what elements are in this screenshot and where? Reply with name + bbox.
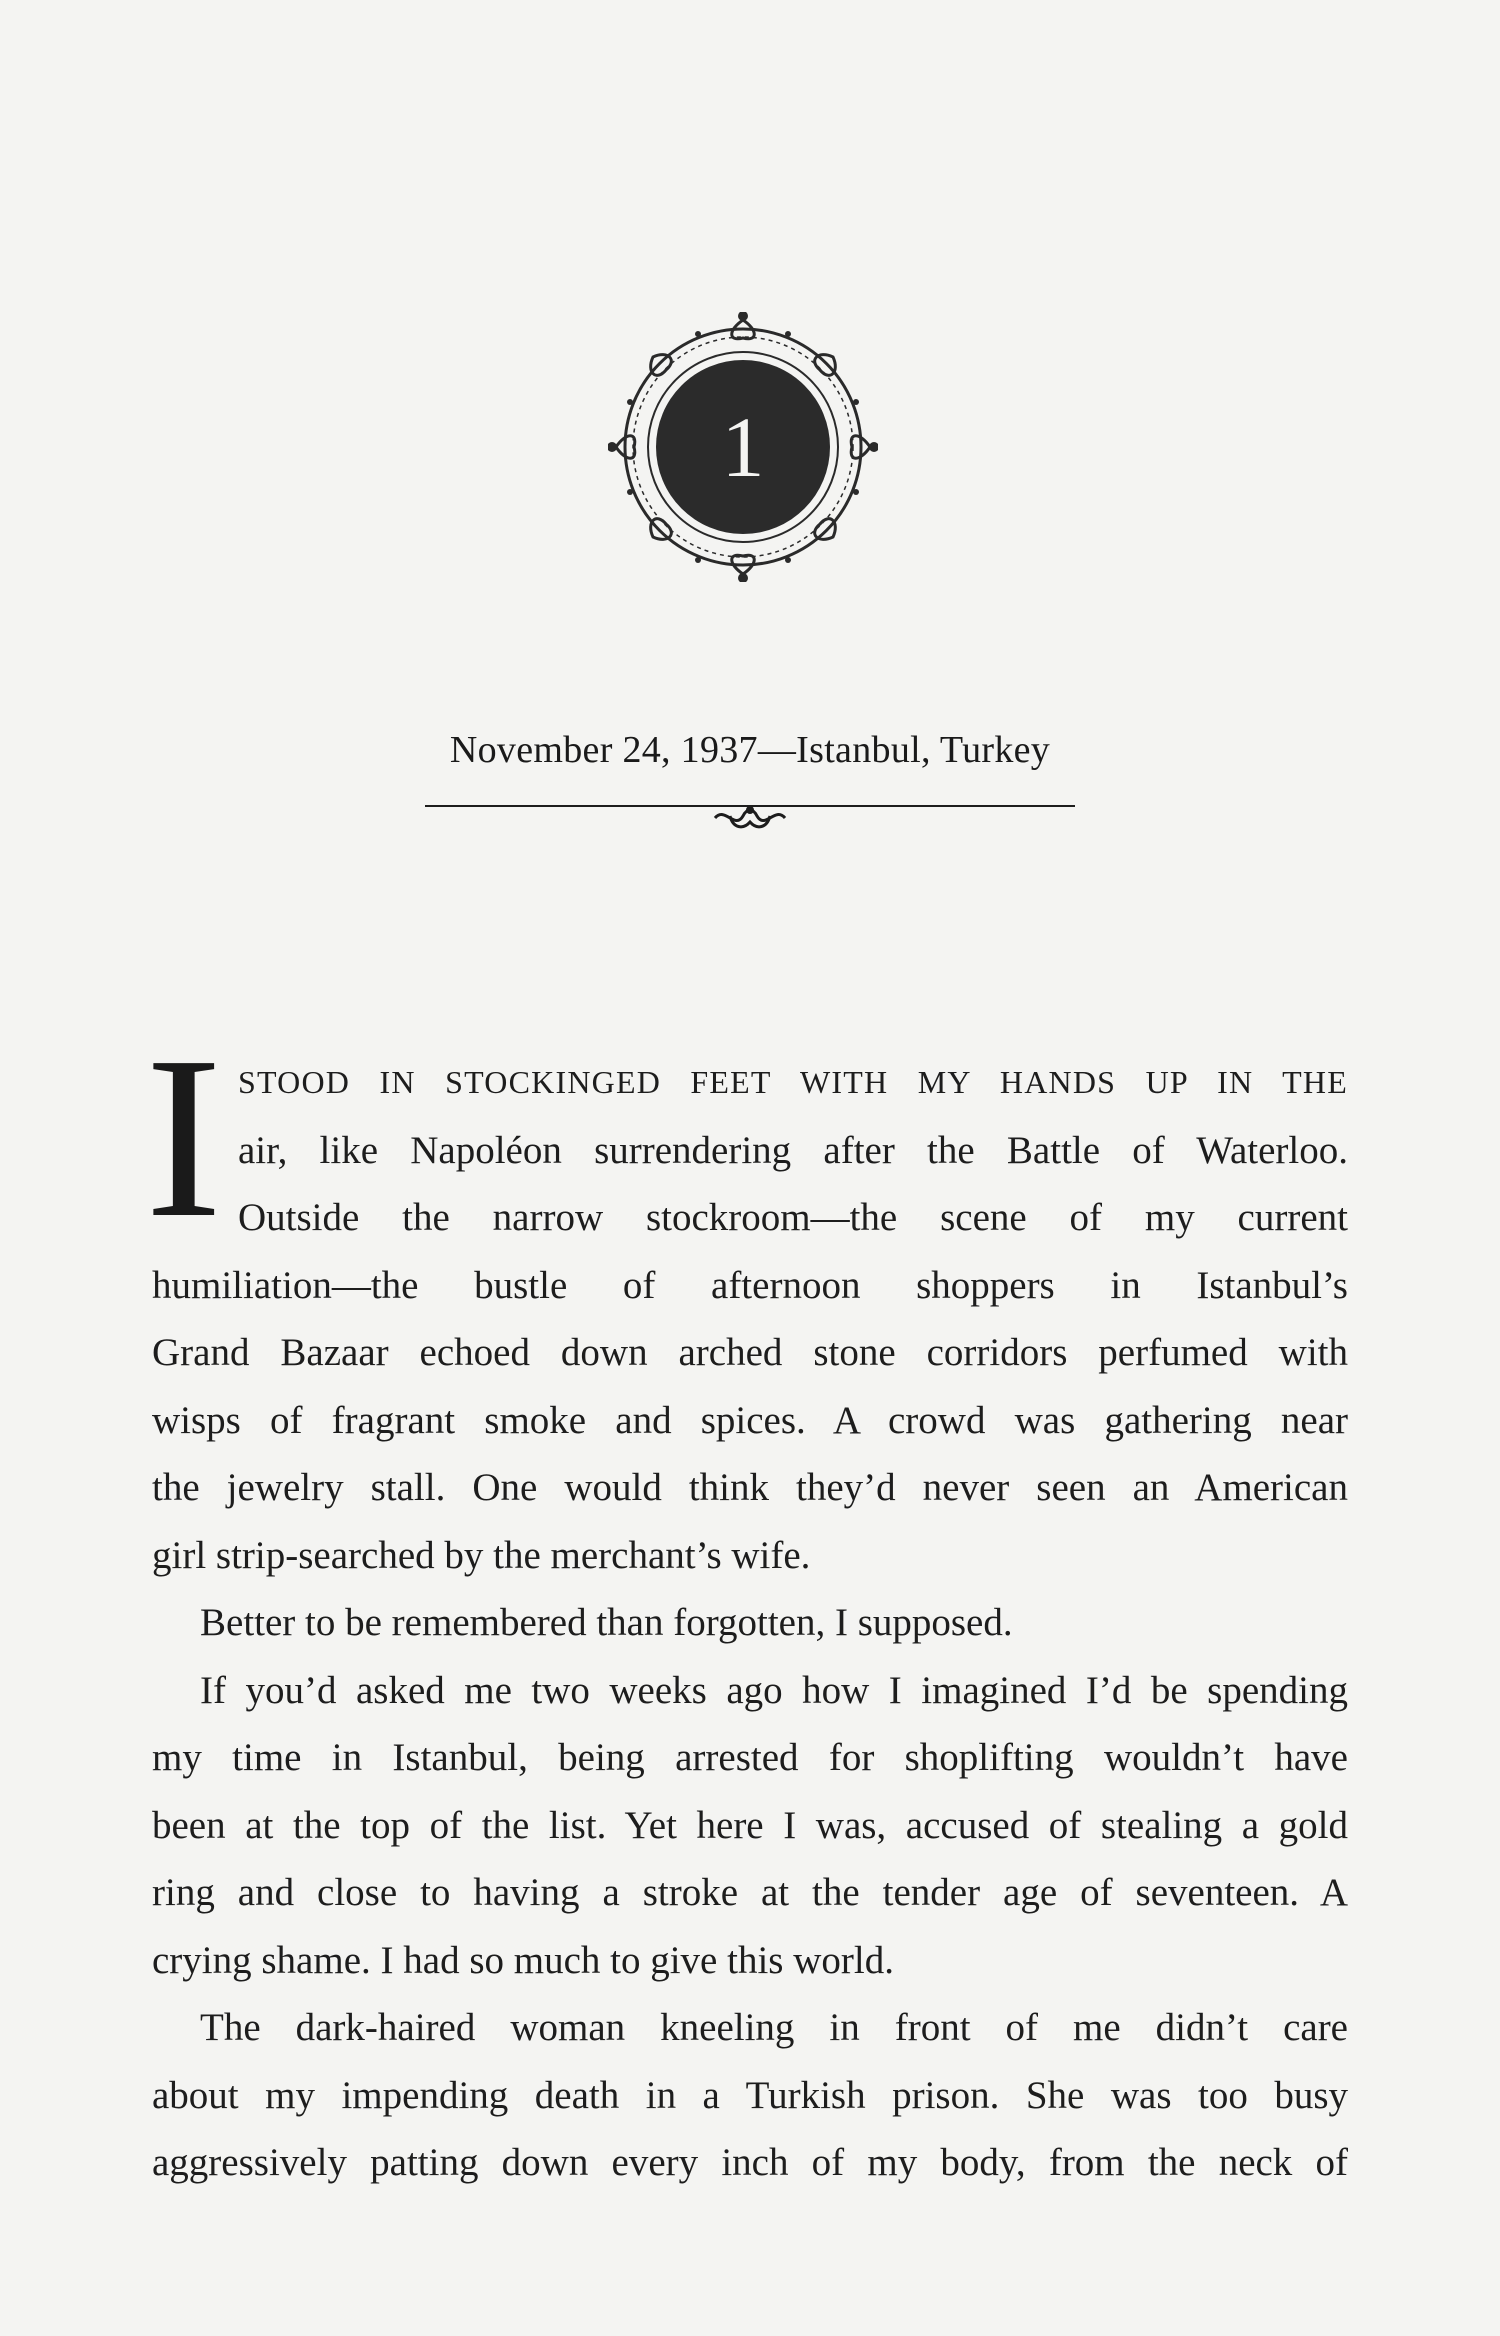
text-line: been at the top of the list. Yet here I was, accused of stealing a gold (152, 1804, 1348, 1847)
text-line: my time in Istanbul, being arrested for shoplifting wouldn’t have (152, 1736, 1348, 1779)
text-line: If you’d asked me two weeks ago how I imagined I’d be spending (200, 1669, 1348, 1712)
text-line: humiliation—the bustle of afternoon shoppers in Istanbul’s (152, 1264, 1348, 1307)
text-line: Outside the narrow stockroom—the scene of my current (238, 1196, 1348, 1239)
text-line: wisps of fragrant smoke and spices. A crowd was gathering near (152, 1399, 1348, 1442)
text-line: air, like Napoléon surrendering after the Battle of Waterloo. (238, 1129, 1348, 1172)
text-line: crying shame. I had so much to give this world. (152, 1939, 894, 1982)
opening-line: STOOD IN STOCKINGED FEET WITH MY HANDS UP IN THE (238, 1064, 1348, 1100)
chapter-heading: November 24, 1937—Istanbul, Turkey (449, 729, 1051, 771)
chapter-number: 1 (721, 399, 765, 495)
text-line: aggressively patting down every inch of my body, from the neck of (152, 2141, 1348, 2184)
text-line: the jewelry stall. One would think they’d never seen an American (152, 1466, 1348, 1509)
text-line: about my impending death in a Turkish prison. She was too busy (152, 2074, 1348, 2117)
drop-cap: I (145, 1009, 223, 1266)
text-line: The dark-haired woman kneeling in front of me didn’t care (200, 2006, 1348, 2049)
text-line: ring and close to having a stroke at the tender age of seventeen. A (152, 1871, 1348, 1914)
text-line: Grand Bazaar echoed down arched stone corridors perfumed with (152, 1331, 1348, 1374)
flourish-divider-icon (425, 788, 1075, 838)
text-line: girl strip-searched by the merchant’s wife. (152, 1534, 811, 1577)
text-line: Better to be remembered than forgotten, I supposed. (200, 1601, 1013, 1644)
